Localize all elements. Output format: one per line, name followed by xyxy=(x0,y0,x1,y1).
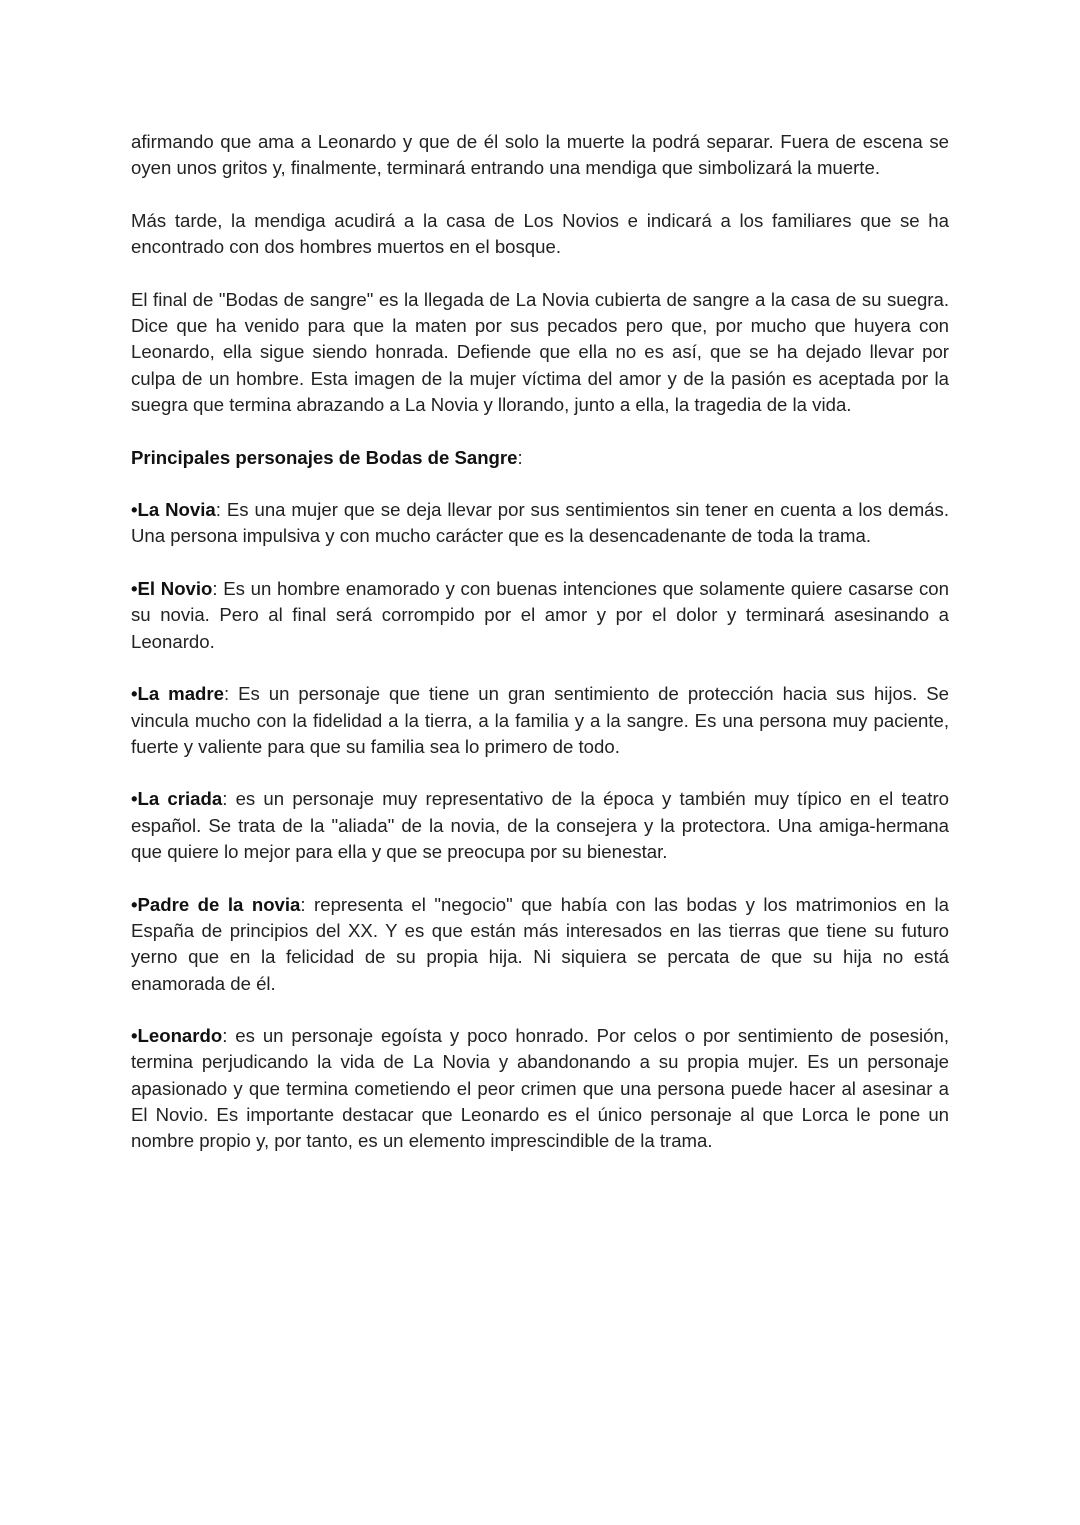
character-description: : es un personaje muy representativo de la época y también muy típico en el teatro español. Se trata de la "aliada" de la novia, de la consejera y la protectora. Una amiga-hermana que quiere lo mejor para ella y que se preocupa por su bienestar. xyxy=(131,788,949,863)
character-la-criada xyxy=(131,786,949,865)
character-name: •La Novia xyxy=(131,499,216,521)
character-description: : Es un hombre enamorado y con buenas intenciones que solamente quiere casarse con su novia. Pero al final será corrompido por el amor y por el dolor y terminará asesinando a Leonardo. xyxy=(131,578,949,652)
characters-heading xyxy=(131,445,949,471)
character-description: : Es una mujer que se deja llevar por sus sentimientos sin tener en cuenta a los demás. Una persona impulsiva y con mucho carácter que es la desencadenante de toda la trama. xyxy=(131,499,949,547)
document-page xyxy=(131,129,949,1181)
character-name: •La criada xyxy=(131,788,223,810)
narrative-paragraph-1: afirmando que ama a Leonardo y que de él solo la muerte la podrá separar. Fuera de escena se oyen unos gritos y, finalmente, terminará entrando una mendiga que simbolizará la muerte. xyxy=(131,131,949,179)
character-description: : Es un personaje que tiene un gran sentimiento de protección hacia sus hijos. Se vincula mucho con la fidelidad a la tierra, a la familia y a la sangre. Es una persona muy paciente, fuerte y valiente para que su familia sea lo primero de todo. xyxy=(131,683,949,757)
character-name: •El Novio xyxy=(131,578,213,600)
character-description: : representa el "negocio" que había con las bodas y los matrimonios en la España de principios del XX. Y es que están más interesados en las tierras que tiene su futuro yerno que en la felicidad de su propia hija. Ni siquiera se percata de que su hija no está enamorada de él. xyxy=(131,893,949,994)
character-el-novio xyxy=(131,576,949,655)
character-leonardo xyxy=(131,1023,949,1154)
character-padre-de-la-novia xyxy=(131,892,949,997)
character-name: •Padre de la novia xyxy=(131,893,301,915)
character-name: •La madre xyxy=(131,683,224,705)
characters-heading-colon: : xyxy=(517,446,523,468)
narrative-paragraph-2: Más tarde, la mendiga acudirá a la casa de Los Novios e indicará a los familiares que se ha encontrado con dos hombres muertos en el bosque. xyxy=(131,209,949,258)
characters-heading-text: Principales personajes de Bodas de Sangre xyxy=(131,446,518,468)
character-la-novia xyxy=(131,497,949,550)
character-description: : es un personaje egoísta y poco honrado. Por celos o por sentimiento de posesión, termina perjudicando la vida de La Novia y abandonando a su propia mujer. Es un personaje apasionado y que termina cometiendo el peor crimen que una persona puede hacer al asesinar a El Novio. Es importante destacar que Leonardo es el único personaje al que Lorca le pone un nombre propio y, por tanto, es un elemento imprescindible de la trama. xyxy=(131,1025,949,1152)
narrative-paragraph-3: El final de "Bodas de sangre" es la llegada de La Novia cubierta de sangre a la casa de su suegra. Dice que ha venido para que la maten por sus pecados pero que, por mucho que huyera con Leonardo, ella sigue siendo honrada. Defiende que ella no es así, que se ha dejado llevar por culpa de un hombre. Esta imagen de la mujer víctima del amor y de la pasión es aceptada por la suegra que termina abrazando a La Novia y llorando, junto a ella, la tragedia de la vida. xyxy=(131,288,949,415)
character-name: •Leonardo xyxy=(131,1025,223,1047)
character-la-madre xyxy=(131,681,949,760)
